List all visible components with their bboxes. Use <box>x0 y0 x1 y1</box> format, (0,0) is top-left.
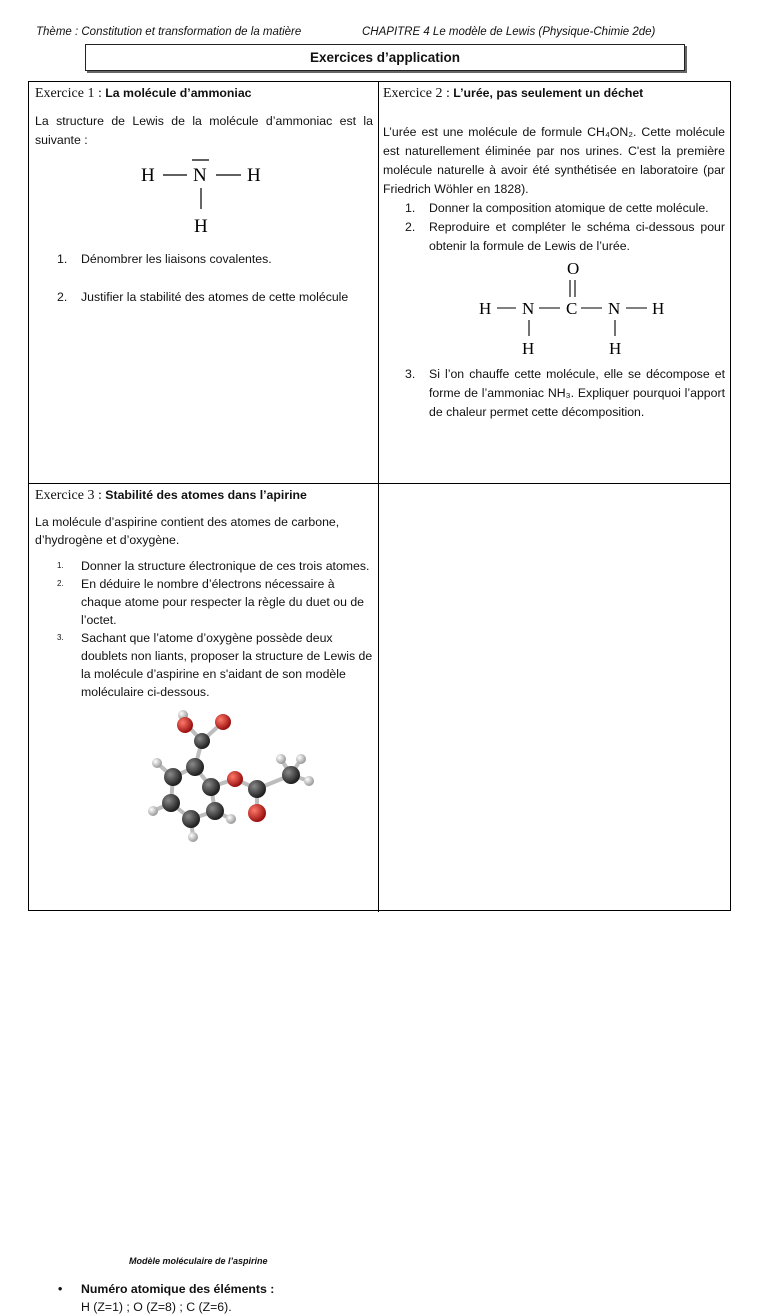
atom-oxygen <box>227 771 243 787</box>
atomic-numbers-values: H (Z=1) ; O (Z=8) ; C (Z=6). <box>81 1300 232 1314</box>
atomic-numbers-note <box>35 1280 419 1316</box>
aspirin-atoms <box>148 710 314 842</box>
atom-hydrogen <box>276 754 286 764</box>
exercise-3-question-1: 1. Donner la structure électronique de ces trois atomes. <box>57 559 370 573</box>
atom-oxygen <box>177 717 193 733</box>
exercise-2-questions-a <box>383 199 725 256</box>
exercise-2-question-1: 1. Donner la composition atomique de cette molécule. <box>405 201 709 215</box>
theme-text: Thème : Constitution et transformation de la matière <box>36 26 302 38</box>
exercise-1-label: Exercice 1 : <box>35 86 102 101</box>
atomic-numbers-title: Numéro atomique des éléments : <box>81 1282 275 1296</box>
atom-carbon <box>248 780 266 798</box>
urea-h-right: H <box>652 299 665 318</box>
exercise-3-title: Stabilité des atomes dans l’apirine <box>105 488 307 502</box>
atom-hydrogen <box>304 776 314 786</box>
exercise-2-question-2: 2. Reproduire et compléter le schéma ci-dessous pour obtenir la formule de Lewis de l’urée. <box>405 220 725 253</box>
exercise-2 <box>383 82 725 422</box>
exercise-3-label: Exercice 3 : <box>35 488 102 503</box>
exercise-1-question-1: 1. Dénombrer les liaisons covalentes. <box>57 252 272 266</box>
lewis-h-bottom: H <box>194 216 208 237</box>
atom-carbon <box>182 810 200 828</box>
atom-hydrogen <box>148 806 158 816</box>
exercise-3-question-3: 3. Sachant que l’atome d’oxygène possède deux doublets non liants, proposer la structure de Lewis de la molécule d’aspirine en s'aidant de son modèle moléculaire ci-dessous. <box>57 631 373 699</box>
ammonia-lewis-diagram <box>35 156 373 242</box>
chapter-text: CHAPITRE 4 Le modèle de Lewis (Physique-Chimie 2de) <box>362 26 656 38</box>
exercise-3-questions <box>35 557 373 701</box>
urea-h-left: H <box>479 299 492 318</box>
urea-n-right: N <box>608 299 621 318</box>
atom-hydrogen <box>296 754 306 764</box>
atom-carbon <box>162 794 180 812</box>
atom-carbon <box>194 733 210 749</box>
exercise-1-intro: La structure de Lewis de la molécule d’ammoniac est la suivante : <box>35 114 373 147</box>
urea-lewis-diagram <box>383 256 725 358</box>
lewis-h-right: H <box>247 165 261 186</box>
lewis-h-left: H <box>141 165 155 186</box>
exercise-2-question-3: 3. Si l’on chauffe cette molécule, elle se décompose et forme de l’ammoniac NH₃. Expliquer pourquoi l’apport de chaleur permet cette décomposition. <box>405 367 725 419</box>
aspirin-molecular-model <box>35 707 373 852</box>
atom-carbon <box>282 766 300 784</box>
exercise-1 <box>35 82 373 307</box>
urea-c: C <box>566 299 578 318</box>
column-divider <box>378 82 379 484</box>
urea-h-bottom-right: H <box>609 339 622 358</box>
bullet-dot-icon: • <box>58 1282 63 1296</box>
exercise-1-questions <box>35 250 373 307</box>
exercise-2-intro: L’urée est une molécule de formule CH₄ON₂. Cette molécule est naturellement éliminée par nos urines. C'est la première molécule naturelle à avoir été synthétisée en laboratoire (par Friedrich Wöhler en 1828). <box>383 125 725 196</box>
atom-oxygen <box>215 714 231 730</box>
urea-h-bottom-left: H <box>522 339 535 358</box>
column-divider-lower <box>378 484 379 912</box>
atom-hydrogen <box>226 814 236 824</box>
exercise-2-questions-b <box>383 365 725 422</box>
aspirin-caption: Modèle moléculaire de l’aspirine <box>129 1256 268 1266</box>
page-header <box>36 26 736 38</box>
exercise-1-heading <box>35 84 373 103</box>
exercise-3-heading <box>35 486 373 505</box>
exercise-1-question-2: 2. Justifier la stabilité des atomes de cette molécule <box>57 290 349 304</box>
exercise-1-title: La molécule d’ammoniac <box>105 86 252 100</box>
atom-carbon <box>202 778 220 796</box>
exercise-3-intro: La molécule d’aspirine contient des atomes de carbone, d’hydrogène et d’oxygène. <box>35 515 340 547</box>
atom-carbon <box>186 758 204 776</box>
atom-hydrogen <box>188 832 198 842</box>
urea-o: O <box>567 259 580 278</box>
atom-hydrogen <box>152 758 162 768</box>
atom-carbon <box>206 802 224 820</box>
exercise-2-heading <box>383 84 725 103</box>
atom-oxygen <box>248 804 266 822</box>
exercise-3-question-2: 2. En déduire le nombre d’électrons nécessaire à chaque atome pour respecter la règle du duet ou de l’octet. <box>57 577 365 627</box>
exercise-3 <box>35 484 373 1314</box>
urea-n-left: N <box>522 299 535 318</box>
exercise-grid <box>28 81 731 1314</box>
exercise-2-title: L’urée, pas seulement un déchet <box>453 86 644 100</box>
page-title: Exercices d’application <box>85 44 685 71</box>
exercise-2-label: Exercice 2 : <box>383 86 450 101</box>
lewis-n: N <box>193 165 207 186</box>
atom-carbon <box>164 768 182 786</box>
